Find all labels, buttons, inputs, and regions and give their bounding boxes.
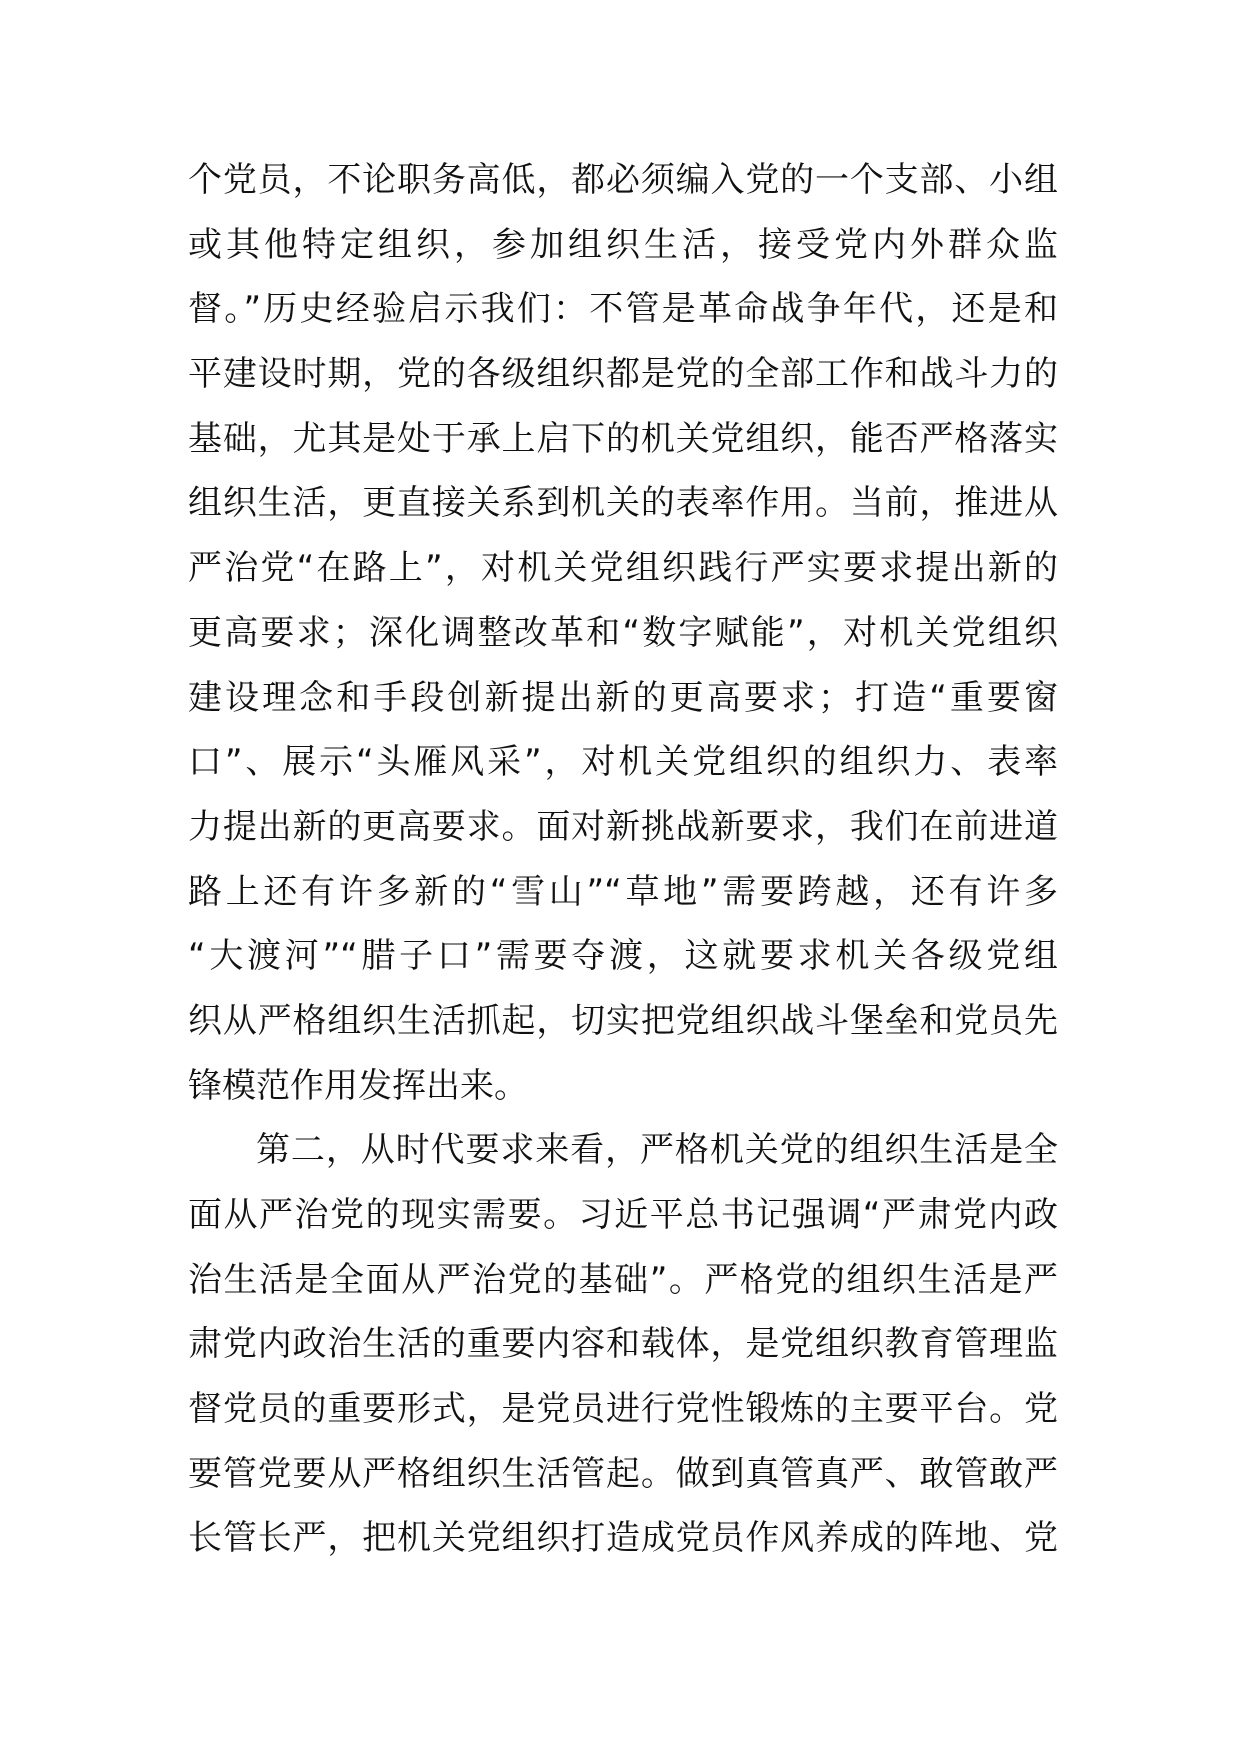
text-line: 肃党内政治生活的重要内容和载体，是党组织教育管理监 — [188, 1324, 1058, 1365]
text-line: 要管党要从严格组织生活管起。做到真管真严、敢管敢严 — [188, 1453, 1058, 1494]
text-line: 面从严治党的现实需要。习近平总书记强调“严肃党内政 — [188, 1195, 1058, 1235]
text-line: 建设理念和手段创新提出新的更高要求；打造“重要窗 — [188, 677, 1058, 718]
text-line: 路上还有许多新的“雪山”“草地”需要跨越，还有许多 — [188, 871, 1058, 912]
text-line: 基础，尤其是处于承上启下的机关党组织，能否严格落实 — [188, 418, 1058, 459]
text-line: 更高要求；深化调整改革和“数字赋能”，对机关党组织 — [188, 612, 1058, 653]
text-line: 或其他特定组织，参加组织生活，接受党内外群众监 — [188, 224, 1058, 265]
text-line: 严治党“在路上”，对机关党组织践行严实要求提出新的 — [188, 548, 1058, 589]
text-line: 锋模范作用发挥出来。 — [188, 1065, 528, 1106]
text-line: 织从严格组织生活抓起，切实把党组织战斗堡垒和党员先 — [188, 1000, 1058, 1041]
text-line: 组织生活，更直接关系到机关的表率作用。当前，推进从 — [188, 483, 1058, 524]
text-line: 督党员的重要形式，是党员进行党性锻炼的主要平台。党 — [188, 1389, 1058, 1430]
text-line: 平建设时期，党的各级组织都是党的全部工作和战斗力的 — [188, 354, 1058, 395]
text-line: 督。”历史经验启示我们：不管是革命战争年代，还是和 — [188, 289, 1058, 330]
text-line: 治生活是全面从严治党的基础”。严格党的组织生活是严 — [188, 1259, 1058, 1300]
paragraph-2 — [188, 1118, 1058, 1571]
paragraph-1 — [188, 148, 1058, 1118]
text-line: 长管长严，把机关党组织打造成党员作风养成的阵地、党 — [188, 1518, 1058, 1559]
text-line: “大渡河”“腊子口”需要夺渡，这就要求机关各级党组 — [188, 936, 1058, 977]
text-line: 第二，从时代要求来看，严格机关党的组织生活是全 — [256, 1130, 1058, 1171]
text-line: 力提出新的更高要求。面对新挑战新要求，我们在前进道 — [188, 806, 1058, 847]
body-text — [188, 148, 1058, 1571]
text-line: 个党员，不论职务高低，都必须编入党的一个支部、小组 — [188, 160, 1058, 200]
text-line: 口”、展示“头雁风采”，对机关党组织的组织力、表率 — [188, 742, 1058, 783]
